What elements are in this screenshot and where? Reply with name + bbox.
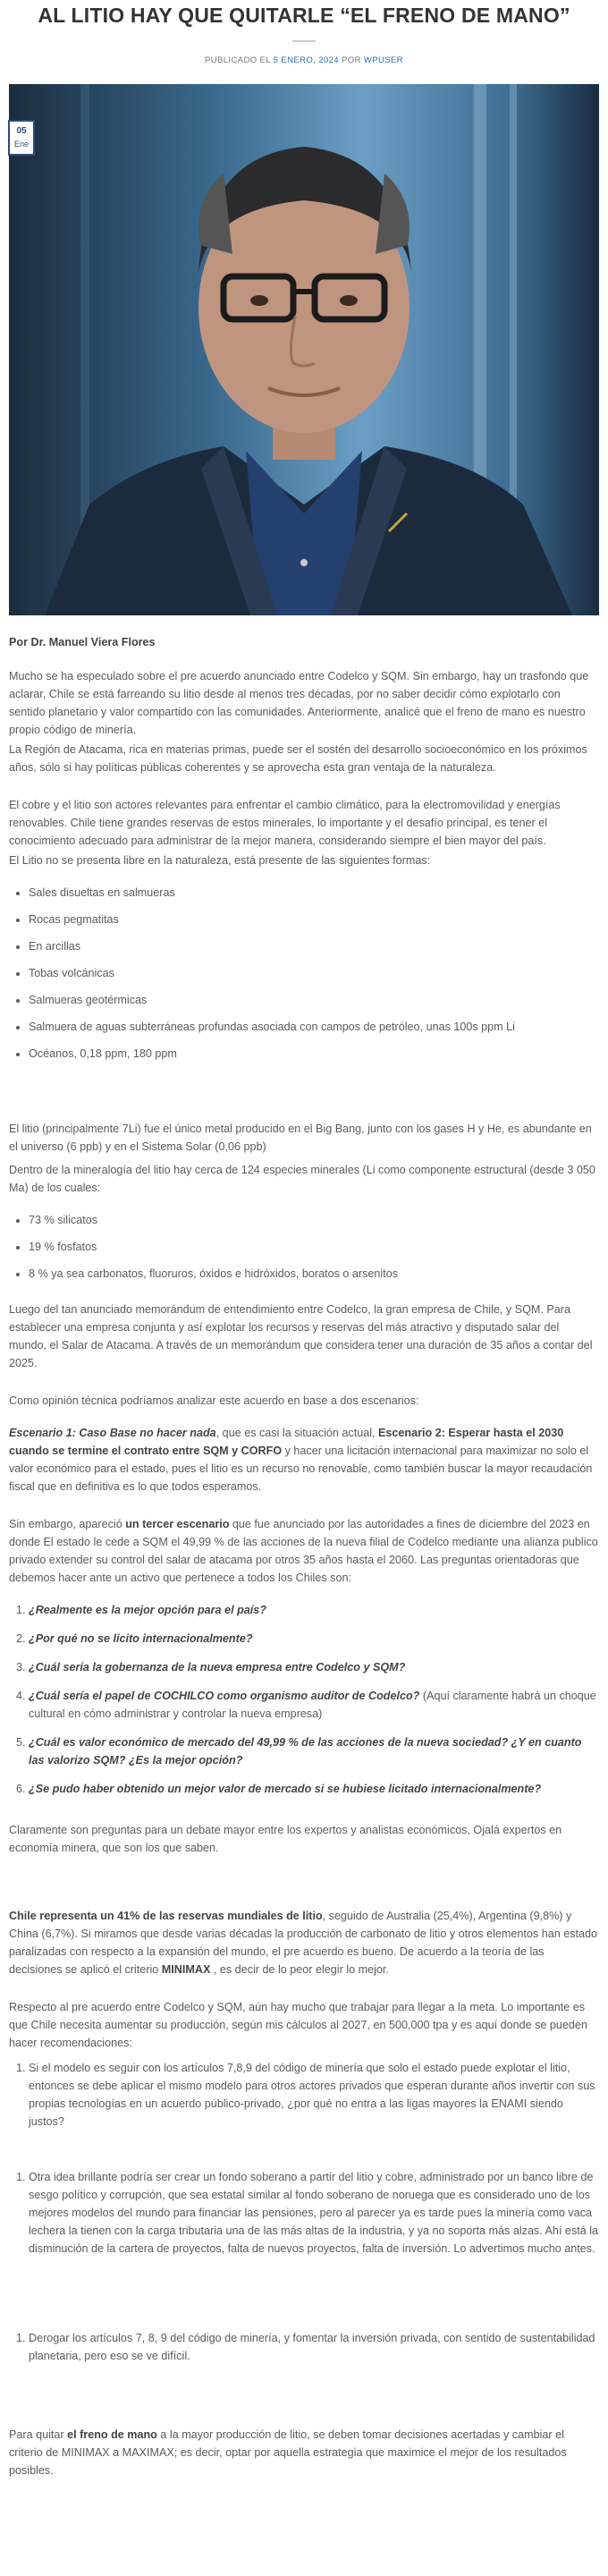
list-item: • Rocas pegmatitas: [29, 911, 599, 928]
date-month: Ene: [13, 140, 29, 148]
paragraph-intro-4: El Litio no se presenta libre en la naturaleza, está presente de las siguientes formas:: [9, 854, 431, 867]
list-item: • 8 % ya sea carbonatos, fluoruros, óxidos e hidróxidos, boratos o arsenitos: [29, 1265, 599, 1283]
paragraph-mineralogy: Dentro de la mineralogía del litio hay cerca de 124 especies minerales (Li como componente estructural (desde 3 050 Ma) de los cuales:: [9, 1164, 595, 1194]
recommendation-1: [9, 2059, 599, 2131]
list-item: 1. Derogar los artículos 7, 8, 9 del código de minería, y fomentar la inversión privada, con sentido de sustentabilidad planetaria, pero eso se ve difícil.: [29, 2329, 599, 2365]
third-scenario-bold: un tercer escenario: [125, 1518, 230, 1530]
recommendation-2: [9, 2168, 599, 2258]
paragraph-intro-1: Mucho se ha especulado sobre el pre acuerdo anunciado entre Codelco y SQM. Sin embargo, hay un trasfondo que aclarar, Chile se está farreando su litio desde al menos tres décadas, por no saber decidir cómo explotarlo con sentido planetario y valor compartido con las comunidades. Anteriormente, analicé que el freno de mano es nuestro propio código de minería.: [9, 670, 589, 736]
list-item: 4. ¿Cuál sería el papel de COCHILCO como organismo auditor de Codelco? (Aquí claramente habrá un choque cultural en cómo administrar y controlar la nueva empresa): [29, 1687, 599, 1723]
paragraph-goal: Respecto al pre acuerdo entre Codelco y SQM, aún hay mucho que trabajar para llegar a la meta. Lo importante es que Chile necesita aumentar su producción, según mis cálculos al 2027, en 500,000 tpa y es aquí donde se pueden hacer recomendaciones:: [9, 2001, 587, 2049]
portrait-illustration: [9, 84, 599, 615]
scenario-2-label: Escenario 2: Esperar hasta el 2030 cuando se termine el contrato entre SQM y CORFO: [9, 1427, 564, 1457]
list-item: 3. ¿Cuál sería la gobernanza de la nueva empresa entre Codelco y SQM?: [29, 1658, 599, 1676]
list-item: • Salmueras geotérmicas: [29, 991, 599, 1009]
meta-date-link[interactable]: 5 ENERO, 2024: [273, 55, 339, 65]
paragraph-intro-3: El cobre y el litio son actores relevantes para enfrentar el cambio climático, para la electromovilidad y energías renovables. Chile tiene grandes reservas de estos minerales, lo importante y el desafío principal, es tener el conocimiento adecuado para administrar de la mejor manera, considerando siempre el bien mayor del país.: [9, 799, 561, 847]
featured-image: [9, 84, 599, 615]
paragraph-big-bang: El litio (principalmente 7Li) fue el único metal producido en el Big Bang, junto con los gases H y He, es abundante en el universo (6 ppb) y en el Sistema Solar (0,06 ppb): [9, 1123, 592, 1153]
mineral-types-list: [9, 1211, 599, 1283]
list-item: • Salmuera de aguas subterráneas profundas asociada con campos de petróleo, unas 100s ppm Li: [29, 1018, 599, 1036]
scenario-1-label: Escenario 1: Caso Base no hacer nada: [9, 1427, 216, 1439]
paragraph-memorandum: Luego del tan anunciado memorándum de entendimiento entre Codelco, la gran empresa de Chile, y SQM. Para establecer una empresa conjunta y así explotar los recursos y reservas del más atractivo y disputado salar del mundo, el Salar de Atacama. A través de un memorándum que considera tener una duración de 35 años a contar del 2025.: [9, 1303, 593, 1369]
title-divider: [292, 40, 316, 42]
paragraph-third-scenario: Sin embargo, apareció un tercer escenario que fue anunciado por las autoridades a fines de diciembre del 2023 en donde El estado le cede a SQM el 49,99 % de las acciones de la nueva filial de Codelco mediante una alianza publico privado extender su control del salar de atacama por otros 35 años hasta el 2060. Las preguntas orientadoras que debemos hacer ante un activo que pertenece a todos los Chiles son:: [9, 1518, 598, 1584]
list-item: 1. Otra idea brillante podría ser crear un fondo soberano a partir del litio y cobre, administrado por un banco libre de sesgo político y corrupción, que sea estatal similar al fondo soberano de noruega que es considerado uno de los mejores modelos del mundo para financiar las pensiones, pero al parecer ya es tarde pues la minería como vaca lechera la tienen con la carga tributaria una de las más altas de la industria, y ya no soporta más alzas. Ahí está la disminución de la cartera de proyectos, falta de nuevos proyectos, falta de inversión. Lo advertimos mucho antes.: [29, 2168, 599, 2258]
date-day: 05: [16, 126, 27, 136]
questions-list: [9, 1601, 599, 1798]
list-item: • Océanos, 0,18 ppm, 180 ppm: [29, 1045, 599, 1063]
list-item: • Sales disueltas en salmueras: [29, 884, 599, 902]
meta-by: POR: [342, 55, 361, 65]
meta-author-link[interactable]: WPUSER: [363, 55, 403, 65]
scenario-1-text: , que es casi la situación actual,: [215, 1427, 378, 1439]
post-meta: [0, 55, 608, 65]
lithium-forms-list: [9, 884, 599, 1063]
meta-prefix: PUBLICADO EL: [205, 55, 271, 65]
minimax-bold: MINIMAX: [161, 1963, 211, 1976]
list-item: 6. ¿Se pudo haber obtenido un mejor valor de mercado si se hubiese licitado internacionalmente?: [29, 1780, 599, 1798]
paragraph-questions-close: Claramente son preguntas para un debate mayor entre los expertos y analistas económicos, Ojalá expertos en economía minera, que son los que saben.: [9, 1824, 562, 1854]
list-item: • En arcillas: [29, 937, 599, 955]
paragraph-reserves: Chile representa un 41% de las reservas mundiales de litio, seguido de Australia (25,4%), Argentina (9,8%) y China (6,7%). Si miramos que desde varias décadas la producción de carbonato de litio y otros elementos han estado paralizadas con respecto a la expansión del mundo, el pre acuerdo es bueno. De acuerdo a la teoría de las decisiones se aplicó el criterio MINIMAX , es decir de lo peor elegir lo mejor.: [9, 1910, 598, 1976]
reserves-bold: Chile representa un 41% de las reservas mundiales de litio: [9, 1910, 323, 1922]
paragraph-scenarios-intro: Como opinión técnica podríamos analizar este acuerdo en base a dos escenarios:: [9, 1394, 419, 1407]
list-item: • 19 % fosfatos: [29, 1238, 599, 1256]
list-item: 2. ¿Por qué no se licito internacionalmente?: [29, 1630, 599, 1648]
paragraph-intro-2: La Región de Atacama, rica en materias primas, puede ser el sostén del desarrollo socioeconómico en los próximos años, sólo si hay políticas públicas coherentes y se aprovecha esta gran ventaja de la naturaleza.: [9, 743, 587, 774]
list-item: • Tobas volcánicas: [29, 964, 599, 982]
list-item: 1. ¿Realmente es la mejor opción para el país?: [29, 1601, 599, 1619]
date-badge: [8, 120, 35, 156]
scenario-2-text: y hacer una licitación internacional para maximizar no solo el valor económico para el estado, pues el litio es un recurso no renovable, como también buscar la mayor recaudación fiscal que en definitiva es lo que todos esperamos.: [9, 1445, 593, 1493]
closing-bold: el freno de mano: [67, 2428, 157, 2441]
paragraph-closing: Para quitar el freno de mano a la mayor producción de litio, se deben tomar decisiones acertadas y cambiar el criterio de MINIMAX a MAXIMAX; es decir, optar por aquella estrategia que maximice el mejor de los resultados posibles.: [9, 2428, 567, 2477]
article-title: AL LITIO HAY QUE QUITARLE “EL FRENO DE MANO”: [38, 4, 570, 27]
list-item: • 73 % silicatos: [29, 1211, 599, 1229]
paragraph-scenarios: [9, 1424, 599, 1496]
list-item: 1. Si el modelo es seguir con los artículos 7,8,9 del código de minería que solo el estado puede explotar el litio, entonces se debe aplicar el mismo modelo para otros actores privados que esperan durante años invertir con sus propias tecnologías en un acuerdo público-privado, ¿por qué no entra a las ligas mayores la ENAMI siendo justos?: [29, 2059, 599, 2131]
recommendation-3: [9, 2329, 599, 2365]
list-item: 5. ¿Cuál es valor económico de mercado del 49,99 % de las acciones de la nueva sociedad? ¿Y en cuanto las valorizo SQM? ¿Es la mejor opción?: [29, 1733, 599, 1769]
byline: Por Dr. Manuel Viera Flores: [9, 636, 156, 648]
